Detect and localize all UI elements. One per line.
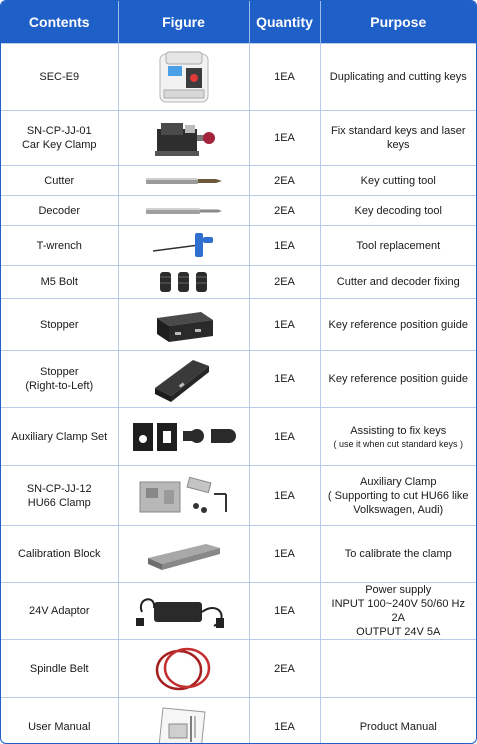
item-name <box>1 266 118 299</box>
table-row <box>1 640 476 698</box>
table-row <box>1 698 476 744</box>
item-name-line: Spindle Belt <box>29 662 89 675</box>
item-quantity: 1EA <box>249 44 320 111</box>
table-row <box>1 226 476 266</box>
purpose-line: Key decoding tool <box>354 204 442 217</box>
item-purpose <box>320 351 476 408</box>
item-name-line: M5 Bolt <box>40 276 78 288</box>
item-quantity: 2EA <box>249 166 320 196</box>
table-row <box>1 111 476 166</box>
table-row <box>1 196 476 226</box>
key-machine-image <box>154 48 214 106</box>
purpose-line: Key reference position guide <box>328 373 468 385</box>
purpose-line: Tool replacement <box>356 239 441 252</box>
item-quantity: 1EA <box>249 526 320 583</box>
purpose-line: To calibrate the clamp <box>344 548 452 560</box>
header-contents: Contents <box>1 1 118 44</box>
item-purpose <box>320 466 476 526</box>
item-name-line: SN-CP-JJ-01 <box>26 125 92 137</box>
item-purpose <box>320 408 476 466</box>
item-purpose <box>320 44 476 111</box>
purpose-line: Duplicating and cutting keys <box>329 71 467 83</box>
item-name-line: Car Key Clamp <box>21 139 97 151</box>
item-name <box>1 583 118 640</box>
purpose-line: Fix standard keys and laser keys <box>330 125 466 151</box>
item-name-line: Decoder <box>38 204 81 217</box>
m5-bolt-image <box>154 269 214 295</box>
item-quantity: 1EA <box>249 111 320 166</box>
purpose-line: INPUT 100~240V 50/60 Hz 2A <box>331 598 465 624</box>
purpose-line: Key cutting tool <box>360 174 436 187</box>
cutter-image <box>144 174 224 188</box>
item-purpose <box>320 196 476 226</box>
item-name <box>1 166 118 196</box>
header-purpose: Purpose <box>320 1 476 44</box>
item-name <box>1 111 118 166</box>
item-name-line: SEC-E9 <box>39 71 80 83</box>
item-name <box>1 466 118 526</box>
item-purpose <box>320 226 476 266</box>
item-purpose <box>320 299 476 351</box>
item-figure <box>118 196 249 226</box>
item-figure <box>118 466 249 526</box>
hu66-clamp-image <box>134 472 234 520</box>
item-figure <box>118 44 249 111</box>
spindle-belt-image <box>149 644 219 694</box>
table-row <box>1 351 476 408</box>
item-name <box>1 640 118 698</box>
header-figure: Figure <box>118 1 249 44</box>
power-adaptor-image <box>134 588 234 634</box>
item-quantity: 1EA <box>249 351 320 408</box>
item-figure <box>118 640 249 698</box>
item-quantity: 2EA <box>249 640 320 698</box>
item-quantity: 1EA <box>249 698 320 744</box>
purpose-line: OUTPUT 24V 5A <box>356 626 441 638</box>
item-name-line: SN-CP-JJ-12 <box>26 482 92 495</box>
item-purpose <box>320 111 476 166</box>
item-figure <box>118 698 249 744</box>
item-name <box>1 299 118 351</box>
table-row <box>1 166 476 196</box>
item-quantity: 2EA <box>249 266 320 299</box>
header-quantity: Quantity <box>249 1 320 44</box>
item-quantity: 1EA <box>249 583 320 640</box>
item-name-line: T-wrench <box>36 239 82 252</box>
item-name-line: Stopper <box>39 366 79 378</box>
item-name-line: Cutter <box>44 174 75 187</box>
item-figure <box>118 299 249 351</box>
package-contents-table <box>1 1 476 744</box>
purpose-line: Volkswagen, Audi) <box>353 503 444 516</box>
item-quantity: 1EA <box>249 226 320 266</box>
item-name-line: Calibration Block <box>17 548 101 560</box>
purpose-note: ( use it when cut standard keys ) <box>333 438 464 449</box>
table-row <box>1 466 476 526</box>
purpose-line: Key reference position guide <box>328 318 468 331</box>
calibration-block-image <box>144 536 224 572</box>
item-purpose <box>320 583 476 640</box>
item-name <box>1 408 118 466</box>
item-quantity: 1EA <box>249 408 320 466</box>
item-name <box>1 226 118 266</box>
t-wrench-image <box>149 229 219 263</box>
item-name <box>1 196 118 226</box>
purpose-line: ( Supporting to cut HU66 like <box>327 489 469 502</box>
item-quantity: 1EA <box>249 299 320 351</box>
purpose-line: Product Manual <box>359 721 437 733</box>
stopper-right-to-left-image <box>149 354 219 404</box>
item-figure <box>118 226 249 266</box>
item-figure <box>118 408 249 466</box>
item-name-line: Stopper <box>39 318 79 331</box>
table-row <box>1 299 476 351</box>
item-name-line: 24V Adaptor <box>28 605 90 617</box>
item-name-line: User Manual <box>28 721 91 733</box>
item-name-line: HU66 Clamp <box>27 496 91 509</box>
item-figure <box>118 266 249 299</box>
table-row <box>1 583 476 640</box>
decoder-image <box>144 204 224 218</box>
purpose-line: Cutter and decoder fixing <box>336 276 460 288</box>
item-name <box>1 698 118 744</box>
item-quantity: 1EA <box>249 466 320 526</box>
item-figure <box>118 351 249 408</box>
header-row <box>1 1 476 44</box>
item-purpose <box>320 526 476 583</box>
purpose-line: Auxiliary Clamp <box>360 475 437 488</box>
stopper-image <box>149 304 219 346</box>
item-purpose <box>320 698 476 744</box>
table-row <box>1 526 476 583</box>
car-key-clamp-image <box>149 115 219 161</box>
item-purpose <box>320 166 476 196</box>
item-name <box>1 44 118 111</box>
item-figure <box>118 583 249 640</box>
table-row <box>1 44 476 111</box>
purpose-line: Power supply <box>365 584 432 596</box>
purpose-line: Assisting to fix keys <box>350 424 447 437</box>
user-manual-image <box>149 702 219 744</box>
item-purpose <box>320 640 476 698</box>
table-row <box>1 408 476 466</box>
auxiliary-clamp-set-image <box>129 417 239 457</box>
item-purpose <box>320 266 476 299</box>
item-figure <box>118 166 249 196</box>
item-name <box>1 351 118 408</box>
item-name-line: (Right-to-Left) <box>25 380 94 392</box>
item-figure <box>118 111 249 166</box>
item-quantity: 2EA <box>249 196 320 226</box>
table-row <box>1 266 476 299</box>
item-name-line: Auxiliary Clamp Set <box>11 430 108 443</box>
item-name <box>1 526 118 583</box>
item-figure <box>118 526 249 583</box>
